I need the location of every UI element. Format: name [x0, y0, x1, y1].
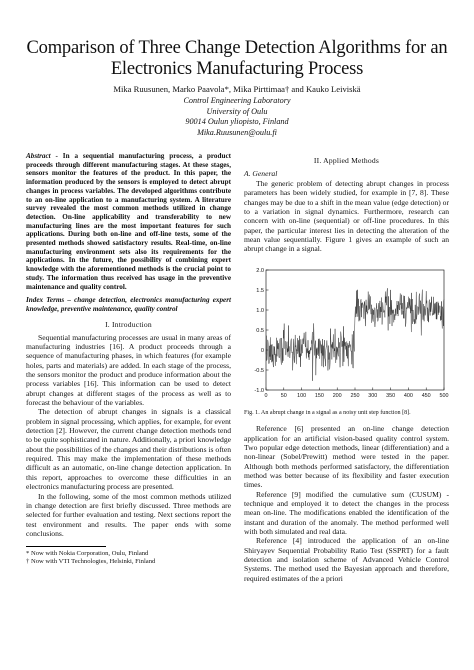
paragraph: In the following, some of the most common methods utilized in change detection are first briefly discussed. Three methods are selected for further evaluation and testing. Next sections report the test environment and results. The paper ends with some conclusions.	[26, 491, 231, 538]
abstract-lead: Abstract	[26, 152, 51, 160]
x-tick-label: 400	[403, 392, 413, 399]
y-tick-label: 0	[260, 347, 264, 354]
paragraph: The generic problem of detecting abrupt changes in process parameters has been widely studied, for example in [7, 8]. These changes may be due to a shift in the mean value (edge detection) or to a variation in signal dynamics. Furthermore, research can concern with on-line (sequential) or off-line procedures. In this paper, the particular interest lies in detecting the alteration of the mean value sequentially. Figure 1 gives an example of such an abrupt change in a signal.	[244, 179, 449, 254]
x-tick-label: 100	[297, 392, 307, 399]
right-column	[244, 152, 449, 583]
affiliation-line: University of Oulu	[206, 106, 268, 116]
paragraph: The detection of abrupt changes in signals is a classical problem in signal processing, which applies, for example, for event detection [2]. However, the current change detection methods tend to be quite sophisticated in nature. Additionally, a priori knowledge about the possibilities of the changes and their distributions is often required. This may make the implementation of these methods difficult as an automatic, on-line change detection application. In this report, approaches to overcome these difficulties in an electronics manufacturing process are presented.	[26, 407, 231, 492]
paragraph: Reference [4] introduced the application of an on-line Shiryayev Sequential Probability Ratio Test (SSPRT) for a fault detection and isolation scheme of Advanced Vehicle Control Systems. The method used the Bayesian approach and therefore, required estimates of the a priori	[244, 536, 449, 583]
left-column	[26, 152, 231, 567]
paragraph: Reference [9] modified the cumulative sum (CUSUM) -technique and employed it to detect the changes in the process mean on-line. The modifications enabled the identification of the instant and duration of the anomaly. The method performed well with both simulated and real data.	[244, 489, 449, 537]
footnote: * Now with Nokia Corporation, Oulu, Finland	[26, 550, 149, 558]
figure-1	[244, 262, 449, 408]
figure-caption: Fig. 1. An abrupt change in a signal as a noisy unit step function [8].	[244, 409, 411, 416]
author-list: Mika Ruusunen, Marko Paavola*, Mika Pirttimaa† and Kauko Leiviskä	[113, 84, 361, 94]
paragraph: Reference [6] presented an on-line change detection application for an artificial vision-based quality control system. Two popular edge detection methods, linear (differentiation) and a non-linear (Sobel/Prewitt) method were tested in the paper. Although both methods performed satisfactory, the differentiation method was better because of its flexibility and faster execution times.	[244, 424, 449, 490]
y-tick-label: -1.0	[254, 387, 264, 394]
x-tick-label: 150	[314, 392, 324, 399]
footnote-rule	[26, 546, 106, 547]
x-tick-label: 300	[368, 392, 378, 399]
x-tick-label: 0	[264, 392, 268, 399]
affiliation-email: Mika.Ruusunen@oulu.fi	[197, 127, 277, 137]
x-tick-label: 450	[421, 392, 431, 399]
y-tick-label: 2.0	[256, 267, 264, 274]
affiliation-line: 90014 Oulun yliopisto, Finland	[185, 117, 289, 126]
y-tick-label: 0.5	[256, 327, 264, 334]
step-signal-chart	[244, 262, 449, 408]
signal-line	[266, 288, 444, 381]
affiliation-line: Control Engineering Laboratory	[183, 96, 291, 105]
x-tick-label: 500	[439, 392, 449, 399]
section-heading: I. Introduction	[105, 319, 152, 329]
section-heading: II. Applied Methods	[313, 156, 380, 165]
paper-title: Comparison of Three Change Detection Algorithms for an Electronics Manufacturing Process	[26, 38, 448, 79]
y-tick-label: 1.5	[256, 287, 264, 294]
index-terms: Index Terms – change detection, electronics manufacturing expert knowledge, preventive maintenance, quality control	[26, 296, 231, 313]
subsection-heading: A. General	[244, 169, 278, 178]
plot-frame	[266, 270, 444, 390]
footnote: † Now with VTI Technologies, Helsinki, Finland	[26, 558, 156, 566]
x-tick-label: 350	[386, 392, 396, 399]
x-tick-label: 50	[280, 392, 287, 399]
abstract	[26, 152, 231, 291]
y-tick-label: -0.5	[254, 367, 264, 374]
y-tick-label: 1.0	[256, 307, 264, 314]
x-tick-label: 250	[350, 392, 360, 399]
paragraph: Sequential manufacturing processes are usual in many areas of manufacturing industries [16]. A product proceeds through a sequence of manufacturing phases, in which features (for example holes, parts and materials) are added. In each stage of the process, the sensors monitor the product and produce information about the process variables [16]. This information can be used to detect abrupt changes at different stages of the process as well as to forecast the behaviour of the variables.	[26, 332, 231, 408]
affiliation-block	[20, 96, 454, 138]
abstract-body: - In a sequential manufacturing process, a product proceeds through different manufacturing stages. At these stages, sensors monitor the features of the product. In this paper, the information produced by the sensors is employed to detect abrupt changes in process variables. The developed algorithms contribute to an on-line application to a manufacturing system. A literature survey revealed the most common methods utilized in change detection. On-line applicability and transferability to new manufacturing lines are the most important features for such applications. During both on-line and off-line tests, some of the presented methods showed satisfactory results. Real-time, on-line manufacturing environment sets also its requirements for the applications. In the future, the possibility of combining expert knowledge with the aforementioned methods is the crucial point to study. The information thus received has usage in the preventive maintenance and quality control.	[26, 152, 231, 291]
x-tick-label: 200	[332, 392, 342, 399]
